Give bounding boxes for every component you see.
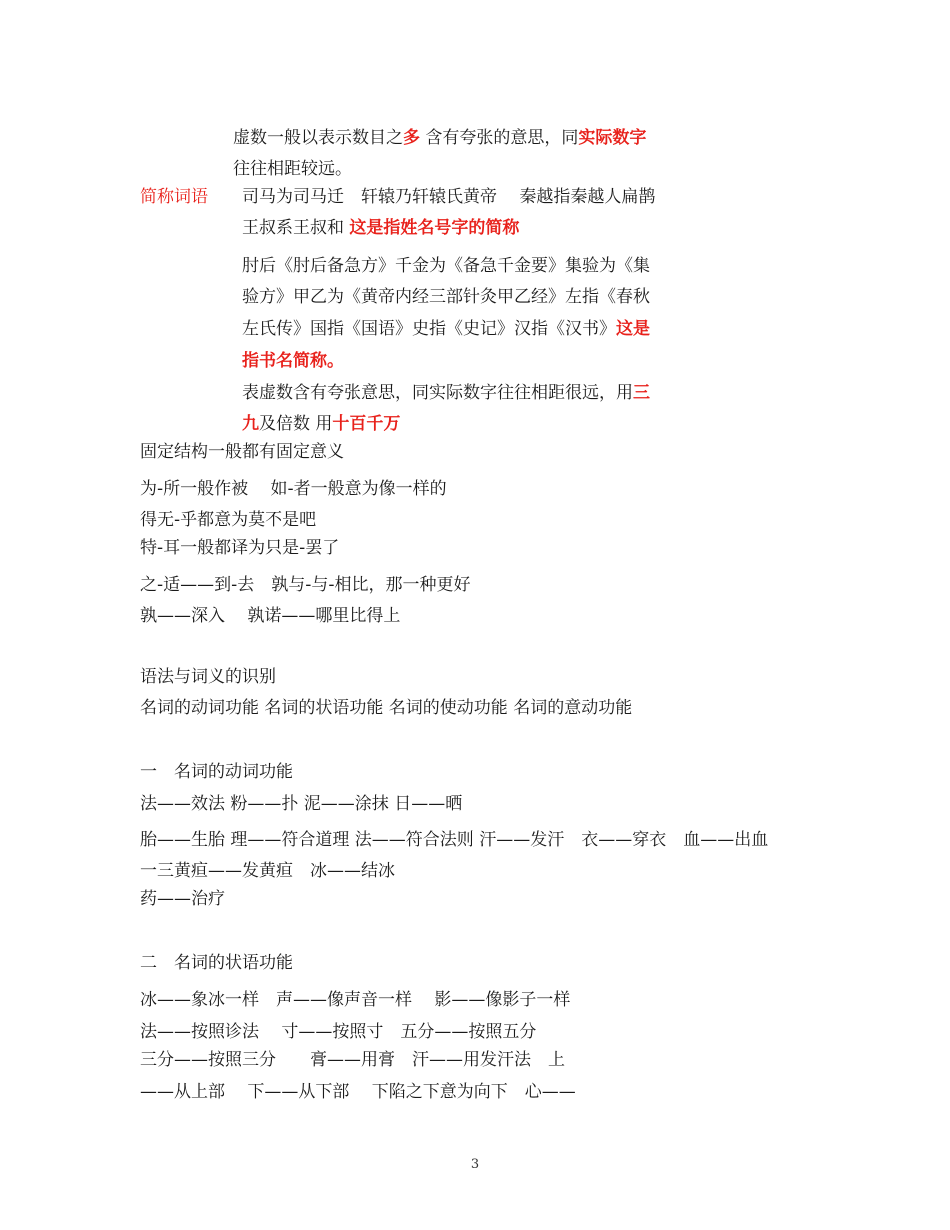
text-line: 孰——深入 孰诺——哪里比得上	[140, 606, 401, 626]
text-run: 表虚数含有夸张意思，同实际数字往往相距很远，用	[242, 383, 633, 403]
page-number: 3	[470, 1157, 480, 1172]
highlight-text: 多	[403, 128, 420, 148]
text-line	[242, 217, 519, 239]
highlight-text: 三	[633, 383, 650, 403]
text-line: 药——治疗	[140, 889, 225, 909]
text-line	[242, 413, 400, 435]
text-line: 固定结构一般都有固定意义	[140, 442, 344, 462]
text-run: 王叔系王叔和	[242, 218, 350, 238]
text-line: 名词的动词功能 名词的状语功能 名词的使动功能 名词的意动功能	[140, 698, 633, 718]
text-run: 含有夸张的意思，同	[420, 128, 579, 148]
text-run: 虚数一般以表示数目之	[233, 128, 403, 148]
highlight-text: 实际数字	[578, 128, 647, 148]
text-line: 一三黄疸——发黄疸 冰——结冰	[140, 861, 395, 881]
text-line: 得无-乎都意为莫不是吧	[140, 510, 317, 530]
text-line: 往往相距较远。	[233, 159, 352, 179]
text-line: 法——按照诊法 寸——按照寸 五分——按照五分	[140, 1022, 537, 1042]
text-line: 法——效法 粉——扑 泥——涂抹 日——晒	[140, 794, 463, 814]
text-line	[242, 318, 650, 340]
highlight-text: 九	[242, 414, 259, 434]
text-line: 冰——象冰一样 声——像声音一样 影——像影子一样	[140, 990, 571, 1010]
section-heading: 二 名词的状语功能	[140, 953, 293, 973]
highlight-text: 十百千万	[332, 414, 401, 434]
highlight-text: 这是指姓名号字的简称	[349, 218, 520, 238]
text-line: 为-所一般作被 如-者一般意为像一样的	[140, 479, 447, 499]
text-line: 特-耳一般都译为只是-罢了	[140, 538, 340, 558]
text-line: 语法与词义的识别	[140, 667, 276, 687]
text-run: 左氏传》国指《国语》史指《史记》汉指《汉书》	[242, 319, 616, 339]
text-run: 及倍数 用	[259, 414, 333, 434]
highlight-text: 这是	[616, 319, 650, 339]
text-line: 司马为司马迁 轩辕乃轩辕氏黄帝 秦越指秦越人扁鹊	[242, 187, 656, 207]
text-line	[233, 127, 646, 149]
text-line: 三分——按照三分 膏——用膏 汗——用发汗法 上	[140, 1050, 565, 1070]
text-line: 之-适——到-去 孰与-与-相比，那一种更好	[140, 575, 471, 595]
highlight-text: 指书名简称。	[242, 351, 344, 371]
text-line: ——从上部 下——从下部 下陷之下意为向下 心——	[140, 1082, 576, 1102]
text-line: 验方》甲乙为《黄帝内经三部针灸甲乙经》左指《春秋	[242, 287, 650, 307]
text-line: 肘后《肘后备急方》千金为《备急千金要》集验为《集	[242, 256, 650, 276]
section-label: 简称词语	[140, 187, 208, 207]
text-line	[242, 382, 650, 404]
text-line: 胎——生胎 理——符合道理 法——符合法则 汗——发汗 衣——穿衣 血——出血	[140, 830, 769, 850]
section-heading: 一 名词的动词功能	[140, 762, 293, 782]
